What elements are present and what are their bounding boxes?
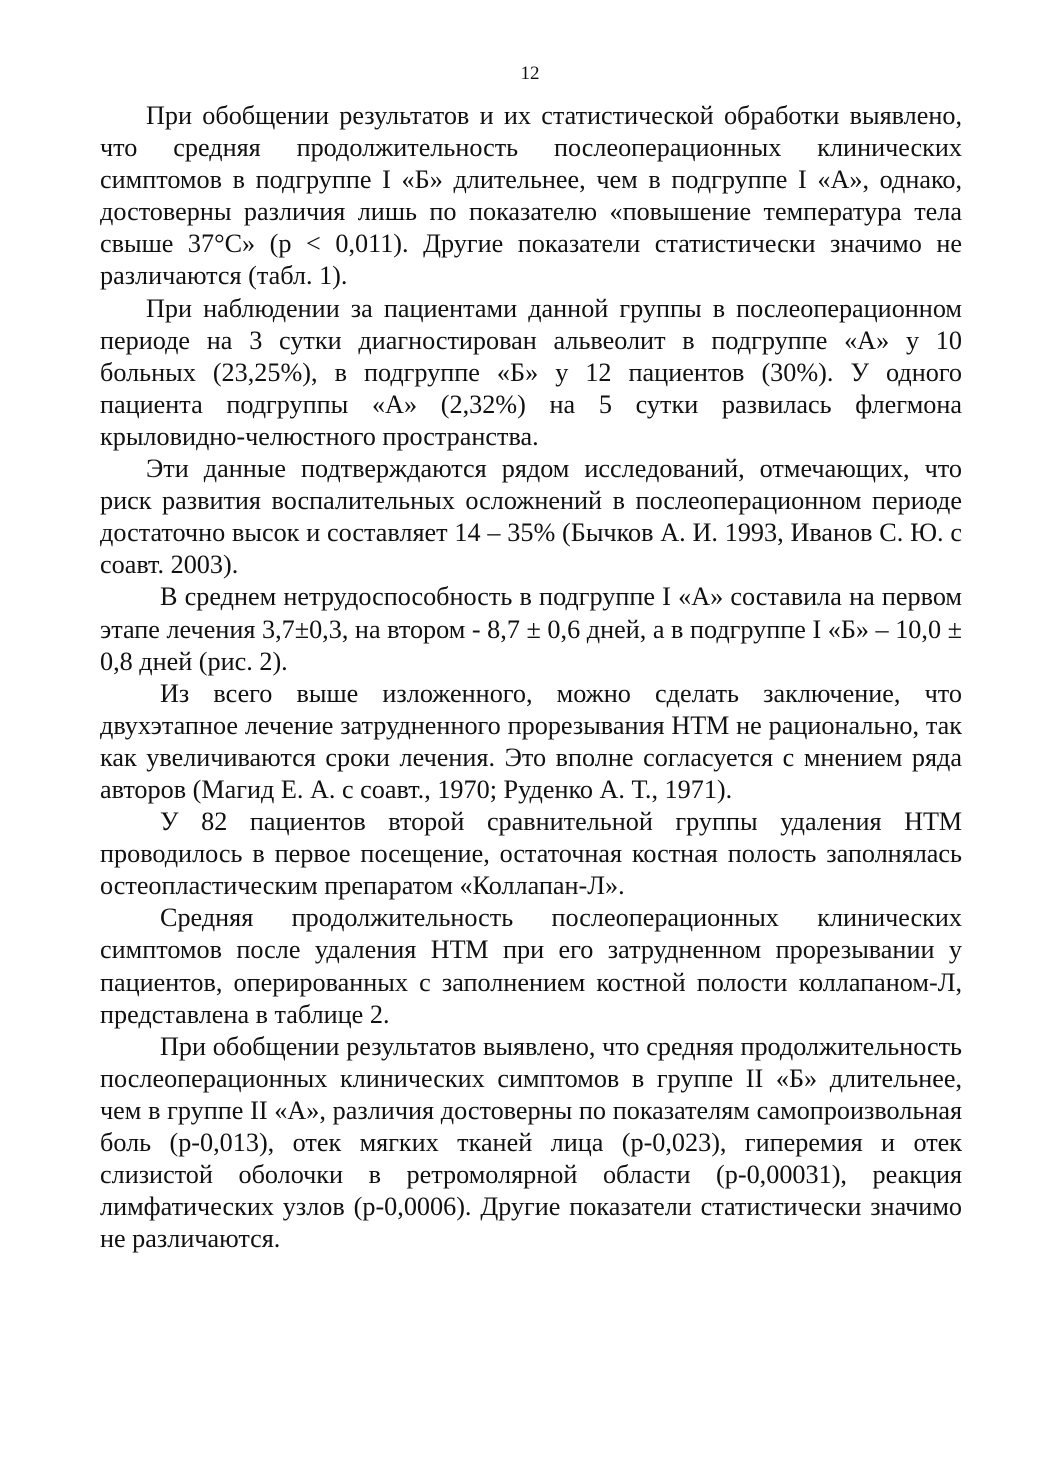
paragraph-statistics-group-1: При обобщении результатов и их статистической обработки выявлено, что средняя продолжительность послеоперационных клинических симптомов в подгруппе I «Б» длительнее, чем в подгруппе I «А», однако, достоверны различия лишь по показателю «повышение температура тела свыше 37°С» (р < 0,011). Другие показатели статистически значимо не различаются (табл. 1).: [100, 101, 962, 291]
paragraph-conclusion-two-stage: Из всего выше изложенного, можно сделать заключение, что двухэтапное лечение затрудненного прорезывания НТМ не рационально, так как увеличиваются сроки лечения. Это вполне согласуется с мнением ряда авторов (Магид Е. А. с соавт., 1970; Руденко А. Т., 1971).: [100, 678, 962, 804]
document-body: [100, 100, 962, 1255]
paragraph-group-2-description: У 82 пациентов второй сравнительной группы удаления НТМ проводилось в первое посещение, остаточная костная полость заполнялась остеопластическим препаратом «Коллапан-Л».: [100, 807, 962, 901]
page-number: 12: [520, 63, 540, 84]
paragraph-statistics-group-2: При обобщении результатов выявлено, что средняя продолжительность послеоперационных клинических симптомов в группе II «Б» длительнее, чем в группе II «А», различия достоверны по показателям самопроизвольная боль (р-0,013), отек мягких тканей лица (р-0,023), гиперемия и отек слизистой оболочки в ретромолярной области (р-0,00031), реакция лимфатических узлов (р-0,0006). Другие показатели статистически значимо не различаются.: [100, 1031, 962, 1254]
paragraph-complications-group-1: При наблюдении за пациентами данной группы в послеоперационном периоде на 3 сутки диагностирован альвеолит в подгруппе «А» у 10 больных (23,25%), в подгруппе «Б» у 12 пациентов (30%). У одного пациента подгруппы «А» (2,32%) на 5 сутки развилась флегмона крыловидно-челюстного пространства.: [100, 293, 962, 451]
paragraph-table-2-reference: Средняя продолжительность послеоперационных клинических симптомов после удаления НТМ при его затрудненном прорезывании у пациентов, оперированных с заполнением костной полости коллапаном-Л, представлена в таблице 2.: [100, 903, 962, 1029]
paragraph-literature-confirmation: Эти данные подтверждаются рядом исследований, отмечающих, что риск развития воспалительных осложнений в послеоперационном периоде достаточно высок и составляет 14 – 35% (Бычков А. И. 1993, Иванов С. Ю. с соавт. 2003).: [100, 454, 962, 580]
paragraph-disability-duration: В среднем нетрудоспособность в подгруппе I «А» составила на первом этапе лечения 3,7±0,3, на втором - 8,7 ± 0,6 дней, а в подгруппе I «Б» – 10,0 ± 0,8 дней (рис. 2).: [100, 582, 962, 676]
